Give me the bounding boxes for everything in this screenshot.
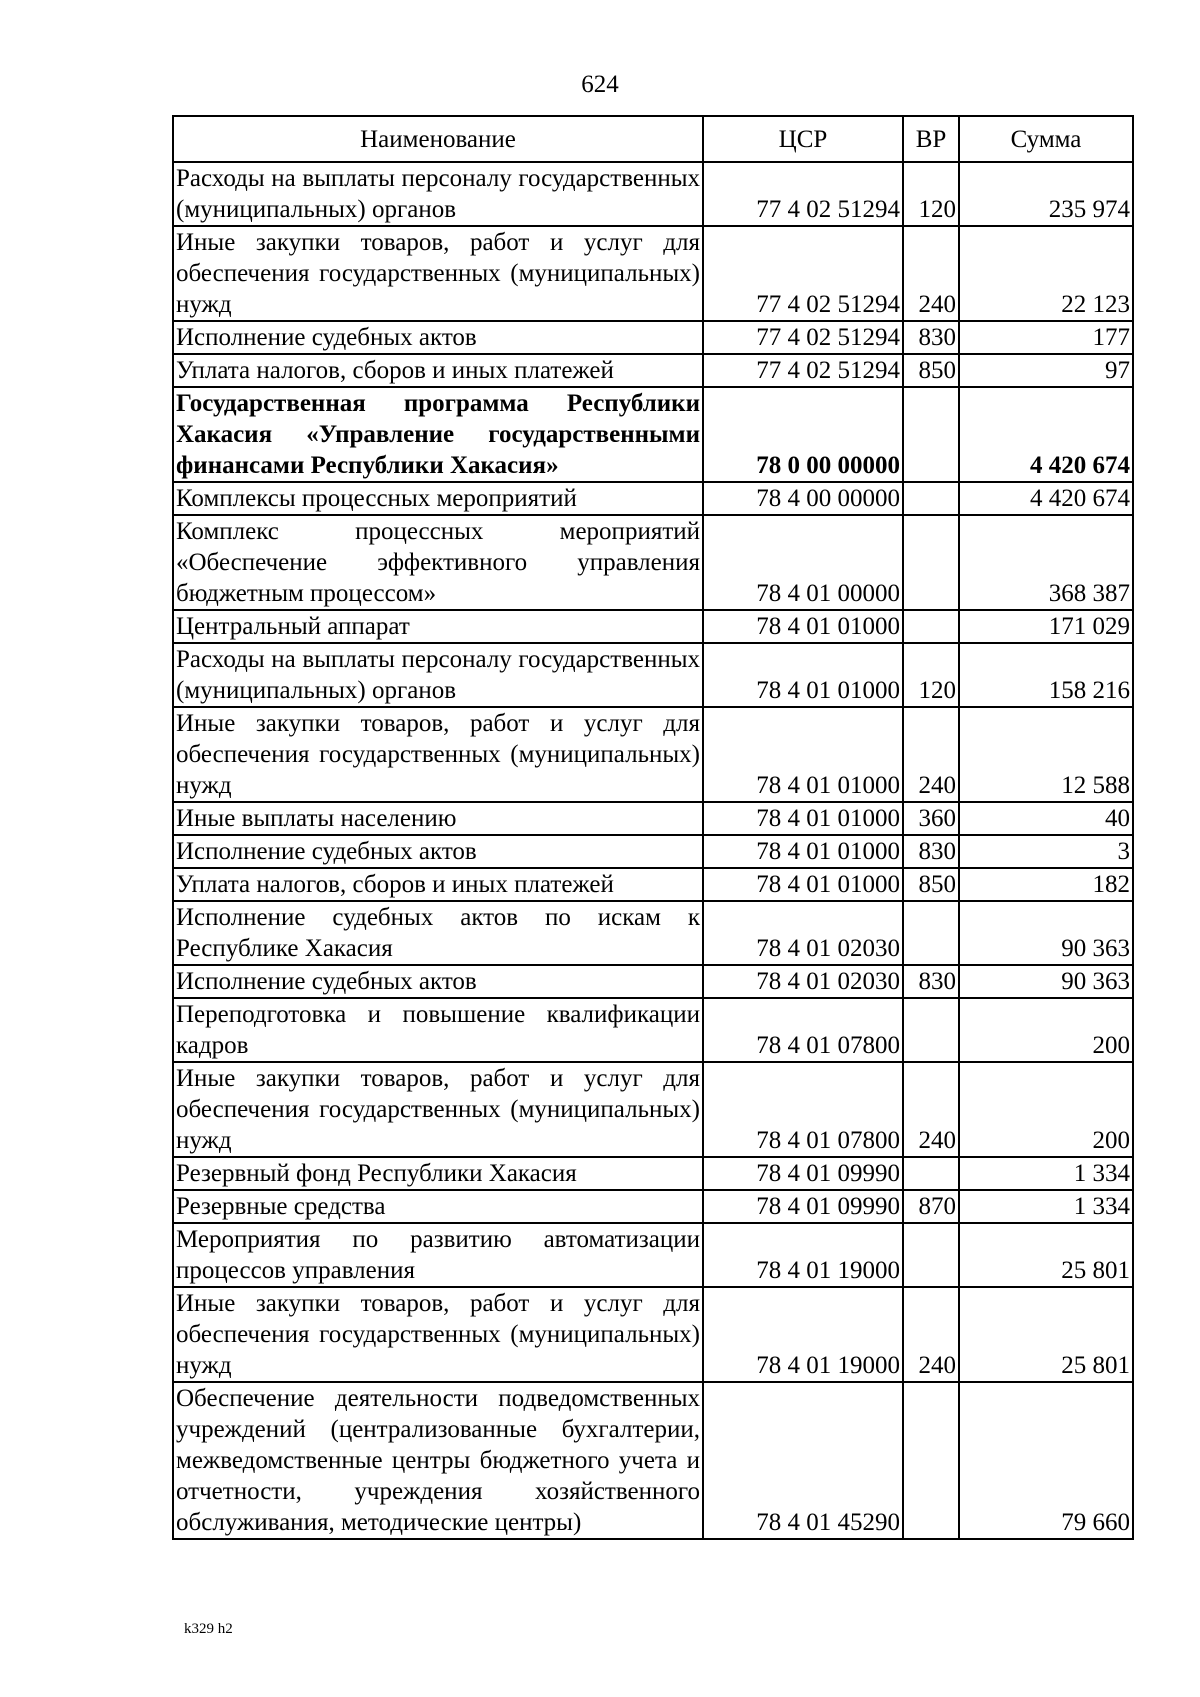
- table-row: [173, 226, 1133, 321]
- cell-name: Исполнение судебных актов: [173, 835, 703, 868]
- table-row: [173, 515, 1133, 610]
- cell-vr: 240: [903, 707, 959, 802]
- cell-csr: 78 4 01 01000: [703, 835, 903, 868]
- cell-name: Расходы на выплаты персоналу государственных (муниципальных) органов: [173, 162, 703, 226]
- cell-sum: 1 334: [959, 1190, 1133, 1223]
- cell-vr: 240: [903, 1287, 959, 1382]
- cell-csr: 78 4 01 01000: [703, 643, 903, 707]
- cell-csr: 78 4 01 07800: [703, 998, 903, 1062]
- cell-name: Комплекс процессных мероприятий «Обеспечение эффективного управления бюджетным процессом»: [173, 515, 703, 610]
- cell-name: Иные закупки товаров, работ и услуг для обеспечения государственных (муниципальных) нужд: [173, 707, 703, 802]
- cell-vr: [903, 1223, 959, 1287]
- cell-vr: 850: [903, 354, 959, 387]
- table-body: [173, 162, 1133, 1539]
- header-csr: ЦСР: [703, 116, 903, 162]
- cell-csr: 78 4 01 01000: [703, 868, 903, 901]
- table-row: [173, 1382, 1133, 1539]
- table-row: [173, 901, 1133, 965]
- cell-vr: 240: [903, 1062, 959, 1157]
- cell-vr: 830: [903, 835, 959, 868]
- cell-name: Мероприятия по развитию автоматизации процессов управления: [173, 1223, 703, 1287]
- cell-csr: 78 4 01 09990: [703, 1157, 903, 1190]
- cell-csr: 78 4 01 01000: [703, 802, 903, 835]
- table-row: [173, 868, 1133, 901]
- table-row: [173, 965, 1133, 998]
- cell-sum: 40: [959, 802, 1133, 835]
- cell-sum: 12 588: [959, 707, 1133, 802]
- header-sum: Сумма: [959, 116, 1133, 162]
- cell-csr: 78 4 01 02030: [703, 901, 903, 965]
- cell-name: Резервный фонд Республики Хакасия: [173, 1157, 703, 1190]
- table-row: [173, 998, 1133, 1062]
- footer-code: k329 h2: [184, 1621, 233, 1637]
- header-vr: ВР: [903, 116, 959, 162]
- cell-name: Иные выплаты населению: [173, 802, 703, 835]
- cell-sum: 22 123: [959, 226, 1133, 321]
- cell-vr: 830: [903, 965, 959, 998]
- cell-sum: 182: [959, 868, 1133, 901]
- table-row: [173, 162, 1133, 226]
- cell-csr: 78 4 00 00000: [703, 482, 903, 515]
- cell-csr: 78 4 01 45290: [703, 1382, 903, 1539]
- cell-vr: 360: [903, 802, 959, 835]
- table-row: [173, 1062, 1133, 1157]
- cell-sum: 97: [959, 354, 1133, 387]
- cell-csr: 77 4 02 51294: [703, 354, 903, 387]
- cell-sum: 25 801: [959, 1287, 1133, 1382]
- cell-csr: 78 4 01 09990: [703, 1190, 903, 1223]
- cell-name: Исполнение судебных актов по искам к Республике Хакасия: [173, 901, 703, 965]
- cell-csr: 77 4 02 51294: [703, 226, 903, 321]
- cell-name: Резервные средства: [173, 1190, 703, 1223]
- page-number: 624: [581, 71, 619, 98]
- cell-vr: 120: [903, 643, 959, 707]
- cell-sum: 90 363: [959, 965, 1133, 998]
- cell-vr: [903, 901, 959, 965]
- cell-csr: 78 4 01 02030: [703, 965, 903, 998]
- cell-csr: 78 4 01 00000: [703, 515, 903, 610]
- header-name: Наименование: [173, 116, 703, 162]
- cell-name: Центральный аппарат: [173, 610, 703, 643]
- cell-csr: 78 0 00 00000: [703, 387, 903, 482]
- cell-csr: 78 4 01 19000: [703, 1223, 903, 1287]
- table-row: [173, 354, 1133, 387]
- cell-vr: 850: [903, 868, 959, 901]
- cell-name: Исполнение судебных актов: [173, 965, 703, 998]
- table-row: [173, 321, 1133, 354]
- cell-sum: 200: [959, 1062, 1133, 1157]
- table-header-row: [173, 116, 1133, 162]
- cell-sum: 90 363: [959, 901, 1133, 965]
- cell-sum: 177: [959, 321, 1133, 354]
- cell-sum: 171 029: [959, 610, 1133, 643]
- table-row: [173, 643, 1133, 707]
- table-row: [173, 1223, 1133, 1287]
- cell-name: Уплата налогов, сборов и иных платежей: [173, 354, 703, 387]
- table-row: [173, 1287, 1133, 1382]
- cell-sum: 200: [959, 998, 1133, 1062]
- cell-name: Комплексы процессных мероприятий: [173, 482, 703, 515]
- cell-sum: 25 801: [959, 1223, 1133, 1287]
- cell-csr: 77 4 02 51294: [703, 162, 903, 226]
- cell-vr: [903, 610, 959, 643]
- cell-sum: 158 216: [959, 643, 1133, 707]
- cell-csr: 78 4 01 07800: [703, 1062, 903, 1157]
- cell-name: Обеспечение деятельности подведомственных учреждений (централизованные бухгалтерии, межведомственные центры бюджетного учета и отчетности, учреждения хозяйственного обслуживания, методические центры): [173, 1382, 703, 1539]
- cell-sum: 79 660: [959, 1382, 1133, 1539]
- cell-vr: [903, 515, 959, 610]
- table-row: [173, 835, 1133, 868]
- cell-sum: 3: [959, 835, 1133, 868]
- table-row: [173, 387, 1133, 482]
- cell-name: Иные закупки товаров, работ и услуг для обеспечения государственных (муниципальных) нужд: [173, 1287, 703, 1382]
- cell-name: Иные закупки товаров, работ и услуг для обеспечения государственных (муниципальных) нужд: [173, 1062, 703, 1157]
- cell-csr: 78 4 01 01000: [703, 707, 903, 802]
- cell-sum: 4 420 674: [959, 482, 1133, 515]
- cell-vr: [903, 387, 959, 482]
- cell-csr: 77 4 02 51294: [703, 321, 903, 354]
- cell-sum: 1 334: [959, 1157, 1133, 1190]
- cell-vr: [903, 1382, 959, 1539]
- cell-csr: 78 4 01 01000: [703, 610, 903, 643]
- table-row: [173, 707, 1133, 802]
- cell-name: Исполнение судебных актов: [173, 321, 703, 354]
- cell-name: Переподготовка и повышение квалификации кадров: [173, 998, 703, 1062]
- cell-sum: 368 387: [959, 515, 1133, 610]
- cell-sum: 4 420 674: [959, 387, 1133, 482]
- cell-vr: 870: [903, 1190, 959, 1223]
- cell-sum: 235 974: [959, 162, 1133, 226]
- cell-name: Государственная программа Республики Хакасия «Управление государственными финансами Республики Хакасия»: [173, 387, 703, 482]
- cell-vr: 120: [903, 162, 959, 226]
- budget-table: [172, 115, 1134, 1540]
- cell-name: Расходы на выплаты персоналу государственных (муниципальных) органов: [173, 643, 703, 707]
- table-row: [173, 1157, 1133, 1190]
- cell-name: Уплата налогов, сборов и иных платежей: [173, 868, 703, 901]
- cell-vr: [903, 1157, 959, 1190]
- cell-csr: 78 4 01 19000: [703, 1287, 903, 1382]
- cell-vr: 240: [903, 226, 959, 321]
- table-row: [173, 1190, 1133, 1223]
- cell-vr: [903, 482, 959, 515]
- cell-vr: 830: [903, 321, 959, 354]
- table-row: [173, 610, 1133, 643]
- table-row: [173, 802, 1133, 835]
- table-row: [173, 482, 1133, 515]
- cell-vr: [903, 998, 959, 1062]
- cell-name: Иные закупки товаров, работ и услуг для обеспечения государственных (муниципальных) нужд: [173, 226, 703, 321]
